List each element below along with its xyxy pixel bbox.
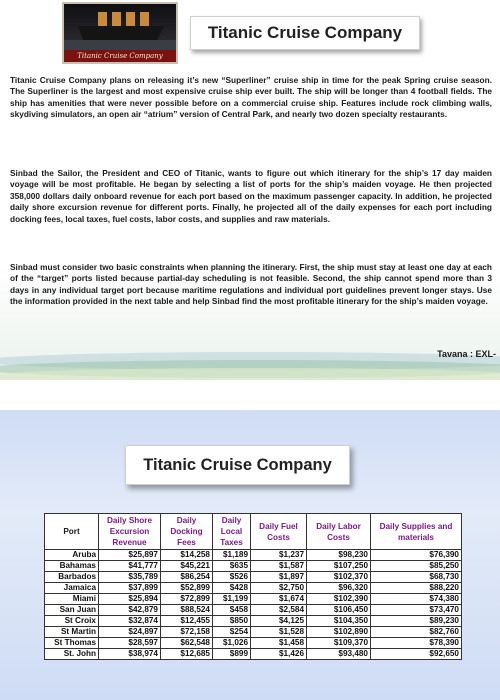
header-docking-fees: Daily Docking Fees	[161, 514, 213, 550]
port-cell: Aruba	[45, 550, 99, 561]
value-cell: $1,458	[251, 638, 307, 649]
value-cell: $850	[213, 616, 251, 627]
value-cell: $96,320	[307, 583, 371, 594]
port-cell: Barbados	[45, 572, 99, 583]
value-cell: $106,450	[307, 605, 371, 616]
value-cell: $2,584	[251, 605, 307, 616]
value-cell: $1,528	[251, 627, 307, 638]
value-cell: $14,258	[161, 550, 213, 561]
header-supplies: Daily Supplies and materials	[371, 514, 462, 550]
value-cell: $82,760	[371, 627, 462, 638]
table-row	[45, 616, 462, 627]
header-fuel-costs: Daily Fuel Costs	[251, 514, 307, 550]
port-cell: Jamaica	[45, 583, 99, 594]
value-cell: $45,221	[161, 561, 213, 572]
value-cell: $254	[213, 627, 251, 638]
problem-paragraph: Sinbad the Sailor, the President and CEO of Titanic, wants to figure out which itinerary for the ship’s 17 day maiden voyage will be most profitable. He began by selecting a list of ports for the ship’s maiden voyage. He then projected 358,000 dollars daily onboard revenue for each port based on the maximum passenger capacity. In addition, he projected daily shore excursion revenue for different ports. Finally, he projected all of the daily expenses for each port including docking fees, local taxes, fuel costs, labor costs, and supplies and raw materials.	[10, 168, 492, 224]
value-cell: $4,125	[251, 616, 307, 627]
value-cell: $32,874	[99, 616, 161, 627]
value-cell: $74,380	[371, 594, 462, 605]
value-cell: $107,250	[307, 561, 371, 572]
value-cell: $93,480	[307, 649, 371, 660]
page-title: Titanic Cruise Company	[190, 16, 420, 50]
value-cell: $98,230	[307, 550, 371, 561]
table-row	[45, 627, 462, 638]
table-row	[45, 605, 462, 616]
value-cell: $52,899	[161, 583, 213, 594]
value-cell: $1,026	[213, 638, 251, 649]
port-cell: St Thomas	[45, 638, 99, 649]
table-row	[45, 638, 462, 649]
value-cell: $12,685	[161, 649, 213, 660]
value-cell: $72,158	[161, 627, 213, 638]
port-cell: St Croix	[45, 616, 99, 627]
table-page-title: Titanic Cruise Company	[125, 445, 350, 485]
value-cell: $25,894	[99, 594, 161, 605]
value-cell: $1,189	[213, 550, 251, 561]
port-cell: St. John	[45, 649, 99, 660]
value-cell: $109,370	[307, 638, 371, 649]
value-cell: $899	[213, 649, 251, 660]
port-cell: Miami	[45, 594, 99, 605]
value-cell: $1,199	[213, 594, 251, 605]
table-row	[45, 594, 462, 605]
value-cell: $89,230	[371, 616, 462, 627]
value-cell: $73,470	[371, 605, 462, 616]
table-row	[45, 550, 462, 561]
header-shore-revenue: Daily Shore Excursion Revenue	[99, 514, 161, 550]
value-cell: $1,674	[251, 594, 307, 605]
header-port: Port	[45, 514, 99, 550]
table-row	[45, 649, 462, 660]
value-cell: $38,974	[99, 649, 161, 660]
value-cell: $1,897	[251, 572, 307, 583]
value-cell: $42,879	[99, 605, 161, 616]
value-cell: $76,390	[371, 550, 462, 561]
header-labor-costs: Daily Labor Costs	[307, 514, 371, 550]
ship-icon	[78, 26, 164, 40]
value-cell: $88,220	[371, 583, 462, 594]
table-header-row	[45, 514, 462, 550]
value-cell: $68,730	[371, 572, 462, 583]
page-separator	[0, 380, 500, 410]
page-footer: Tavana : EXL-	[437, 349, 496, 359]
value-cell: $428	[213, 583, 251, 594]
value-cell: $104,350	[307, 616, 371, 627]
value-cell: $92,650	[371, 649, 462, 660]
value-cell: $1,426	[251, 649, 307, 660]
value-cell: $88,524	[161, 605, 213, 616]
value-cell: $35,789	[99, 572, 161, 583]
second-page	[0, 410, 500, 700]
decorative-wave	[0, 368, 500, 380]
header-local-taxes: Daily Local Taxes	[213, 514, 251, 550]
value-cell: $102,390	[307, 594, 371, 605]
value-cell: $28,597	[99, 638, 161, 649]
value-cell: $41,777	[99, 561, 161, 572]
value-cell: $1,587	[251, 561, 307, 572]
port-cell: St Martin	[45, 627, 99, 638]
value-cell: $458	[213, 605, 251, 616]
value-cell: $62,548	[161, 638, 213, 649]
value-cell: $37,899	[99, 583, 161, 594]
value-cell: $85,250	[371, 561, 462, 572]
value-cell: $12,455	[161, 616, 213, 627]
value-cell: $102,370	[307, 572, 371, 583]
value-cell: $635	[213, 561, 251, 572]
value-cell: $86,254	[161, 572, 213, 583]
value-cell: $2,750	[251, 583, 307, 594]
constraints-paragraph: Sinbad must consider two basic constraints when planning the itinerary. First, the ship must stay at least one day at each of the “target” ports listed because partial-day scheduling is not feasible. Second, the ship cannot spend more than 3 days in any individual target port because maritime regulations and individual port guidelines prevent longer stays. Use the information provided in the next table and help Sinbad find the most profitable itinerary for the ship’s maiden voyage.	[10, 262, 492, 307]
intro-paragraph: Titanic Cruise Company plans on releasing it’s new “Superliner” cruise ship in time for the peak Spring cruise season. The Superliner is the largest and most expensive cruise ship ever built. The ship will be longer than 4 football fields. The ship has amenities that were never possible before on a commercial cruise ship. Features include rock climbing walls, skydiving simulators, an open air “atrium” version of Central Park, and nearly two dozen specialty restaurants.	[10, 75, 492, 120]
value-cell: $25,897	[99, 550, 161, 561]
table-row	[45, 583, 462, 594]
port-cell: San Juan	[45, 605, 99, 616]
table-row	[45, 572, 462, 583]
value-cell: $102,890	[307, 627, 371, 638]
port-cell: Bahamas	[45, 561, 99, 572]
table-body	[45, 550, 462, 660]
logo-text: Titanic Cruise Company	[64, 50, 176, 62]
value-cell: $526	[213, 572, 251, 583]
value-cell: $72,899	[161, 594, 213, 605]
value-cell: $1,237	[251, 550, 307, 561]
table-row	[45, 561, 462, 572]
value-cell: $78,390	[371, 638, 462, 649]
titanic-logo	[62, 2, 178, 64]
port-cost-table	[44, 513, 462, 660]
value-cell: $24,897	[99, 627, 161, 638]
